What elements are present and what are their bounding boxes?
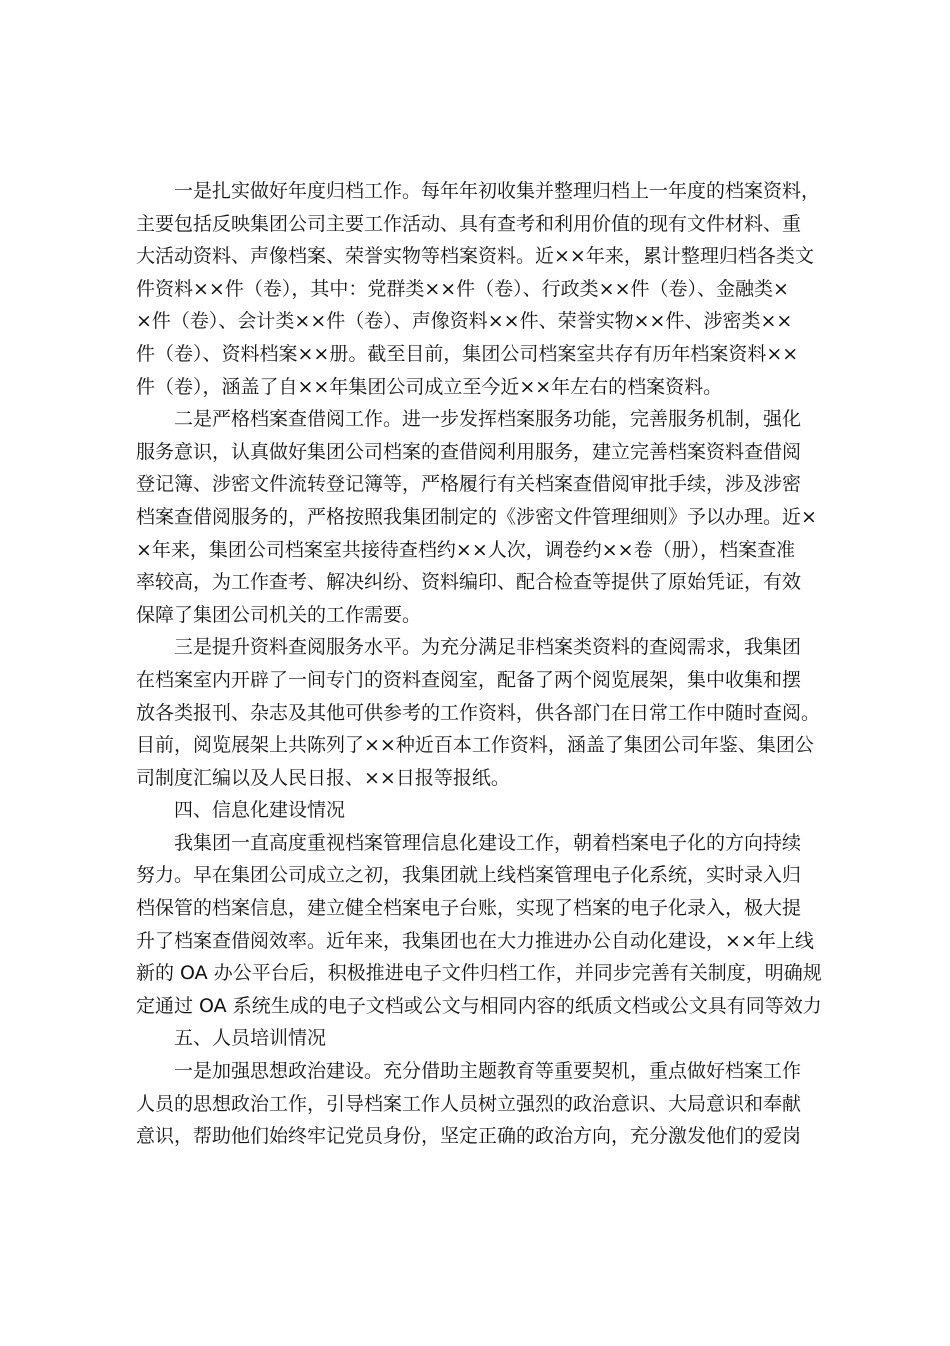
text-line: 件（卷）、资料档案××册。截至目前，集团公司档案室共存有历年档案资料×× <box>136 342 799 365</box>
text-line: 登记簿、涉密文件流转登记簿等，严格履行有关档案查借阅审批手续，涉及涉密 <box>136 473 802 496</box>
text-line: 一是扎实做好年度归档工作。每年年初收集并整理归档上一年度的档案资料， <box>174 180 821 202</box>
text-line: 五、人员培训情况 <box>174 1027 327 1050</box>
text-line: 我集团一直高度重视档案管理信息化建设工作，朝着档案电子化的方向持续 <box>174 831 802 854</box>
text-line: 服务意识，认真做好集团公司档案的查借阅利用服务，建立完善档案资料查借阅 <box>136 440 802 463</box>
text-line: 档案查借阅服务的，严格按照我集团制定的《涉密文件管理细则》予以办理。近× <box>136 505 817 528</box>
text-line: 二是严格档案查借阅工作。进一步发挥档案服务功能，完善服务机制，强化 <box>174 408 802 431</box>
text-line: 人员的思想政治工作，引导档案工作人员树立强烈的政治意识、大局意识和奉献 <box>136 1092 802 1115</box>
text-line: 四、信息化建设情况 <box>174 799 346 822</box>
text-line: 定通过 OA 系统生成的电子文档或公文与相同内容的纸质文档或公文具有同等效力 <box>136 994 822 1017</box>
text-line: ×年来，集团公司档案室共接待查档约××人次，调卷约××卷（册），档案查准 <box>136 538 796 561</box>
text-line: 一是加强思想政治建设。充分借助主题教育等重要契机，重点做好档案工作 <box>174 1060 802 1083</box>
text-line: 率较高，为工作查考、解决纠纷、资料编印、配合检查等提供了原始凭证，有效 <box>136 571 802 594</box>
document-body <box>136 175 826 1153</box>
text-line: 在档案室内开辟了一间专门的资料查阅室，配备了两个阅览展架，集中收集和摆 <box>136 668 802 691</box>
text-line: 大活动资料、声像档案、荣誉实物等档案资料。近××年来，累计整理归档各类文 <box>136 245 814 268</box>
text-line: 件（卷），涵盖了自××年集团公司成立至今近××年左右的档案资料。 <box>136 375 723 398</box>
text-line: 放各类报刊、杂志及其他可供参考的工作资料，供各部门在日常工作中随时查阅。 <box>136 701 821 724</box>
text-line: 努力。早在集团公司成立之初，我集团就上线档案管理电子化系统，实时录入归 <box>136 864 802 887</box>
text-line: 主要包括反映集团公司主要工作活动、具有查考和利用价值的现有文件材料、重 <box>136 212 802 235</box>
text-line: 意识，帮助他们始终牢记党员身份，坚定正确的政治方向，充分激发他们的爱岗 <box>136 1125 802 1148</box>
text-line: ×件（卷）、会计类××件（卷）、声像资料××件、荣誉实物××件、涉密类×× <box>136 310 793 333</box>
text-line: 档保管的档案信息，建立健全档案电子台账，实现了档案的电子化录入，极大提 <box>136 897 802 920</box>
text-line: 升了档案查借阅效率。近年来，我集团也在大力推进办公自动化建设，××年上线 <box>136 929 814 952</box>
text-line: 保障了集团公司机关的工作需要。 <box>136 603 422 626</box>
text-line: 件资料××件（卷），其中：党群类××件（卷）、行政类××件（卷）、金融类× <box>136 277 789 300</box>
text-line: 目前，阅览展架上共陈列了××种近百本工作资料，涵盖了集团公司年鉴、集团公 <box>136 734 814 757</box>
text-line: 司制度汇编以及人民日报、××日报等报纸。 <box>136 766 510 789</box>
text-line: 新的 OA 办公平台后，积极推进电子文件归档工作，并同步完善有关制度，明确规 <box>136 962 822 985</box>
text-line: 三是提升资料查阅服务水平。为充分满足非档案类资料的查阅需求，我集团 <box>174 636 802 659</box>
